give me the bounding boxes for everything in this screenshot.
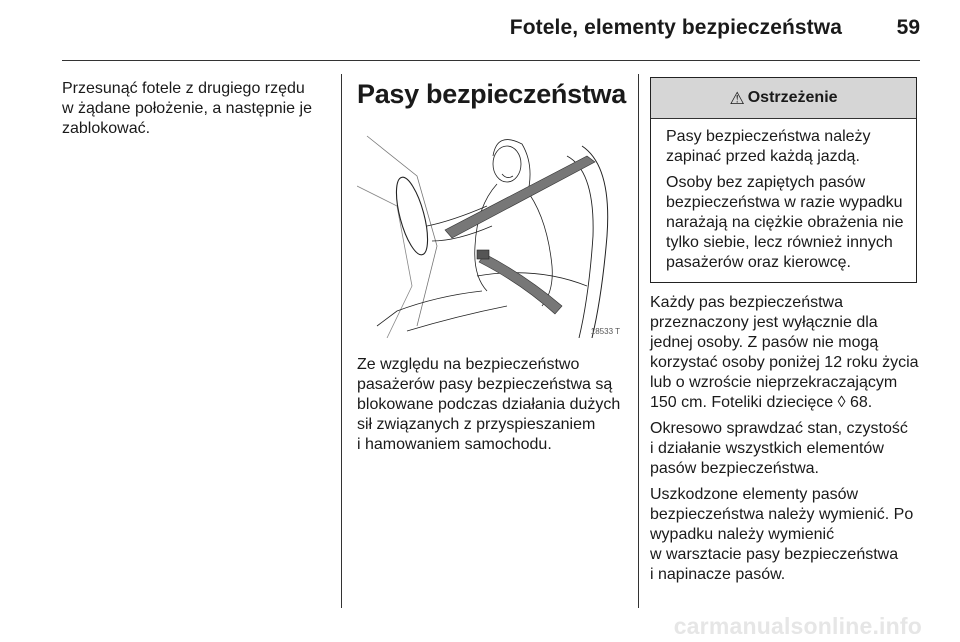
seatbelt-figure: [357, 126, 622, 338]
column-divider-right: [638, 74, 639, 608]
seatbelt-driver-illustration-icon: [357, 126, 622, 338]
column-3: [650, 293, 930, 591]
column-3-paragraph-1: Każdy pas bezpieczeństwa przeznaczony jest wyłącznie dla jednej osoby. Z pasów nie mogą korzystać osoby poniżej 12 roku życia lub o wzroście nieprzekraczającym 150 cm. Foteliki dziecięce ◊ 68.: [650, 294, 919, 411]
column-1: [62, 79, 332, 139]
page-number: 59: [896, 16, 920, 39]
column-2-heading: [357, 78, 629, 110]
warning-title: Ostrzeżenie: [747, 89, 838, 106]
watermark: carmanualsonline.info: [673, 613, 922, 639]
warning-paragraph-2: Osoby bez zapiętych pasów bezpieczeństwa w razie wypadku narażają na ciężkie obrażenia nie tylko siebie, lecz również innych pasażerów oraz kierowcę.: [666, 174, 904, 271]
warning-paragraph-1: Pasy bezpieczeństwa należy zapinać przed każdą jazdą.: [666, 128, 871, 165]
warning-header: [651, 78, 916, 119]
column-2: [357, 355, 637, 455]
column-3-paragraph-2: Okresowo sprawdzać stan, czystość i działanie wszystkich elementów pasów bezpieczeństwa.: [650, 420, 908, 477]
header-title: Fotele, elementy bezpieczeństwa: [509, 16, 842, 39]
header-divider: [62, 60, 920, 61]
column-3-paragraph-3: Uszkodzone elementy pasów bezpieczeństwa należy wymienić. Po wypadku należy wymienić w warsztacie pasy bezpieczeństwa i napinacze pasów.: [650, 486, 914, 583]
column-divider-left: [341, 74, 342, 608]
warning-box: [650, 77, 917, 283]
section-title: Pasy bezpieczeństwa: [357, 79, 626, 109]
figure-code: 18533 T: [590, 327, 620, 336]
warning-triangle-icon: ⚠: [729, 88, 745, 108]
column-1-text: Przesunąć fotele z drugiego rzędu w żądane położenie, a następnie je zablokować.: [62, 80, 312, 137]
warning-body: [651, 119, 916, 273]
column-2-text: Ze względu na bezpieczeństwo pasażerów pasy bezpieczeństwa są blokowane podczas działania dużych sił związanych z przyspieszaniem i hamowaniem samochodu.: [357, 356, 621, 453]
